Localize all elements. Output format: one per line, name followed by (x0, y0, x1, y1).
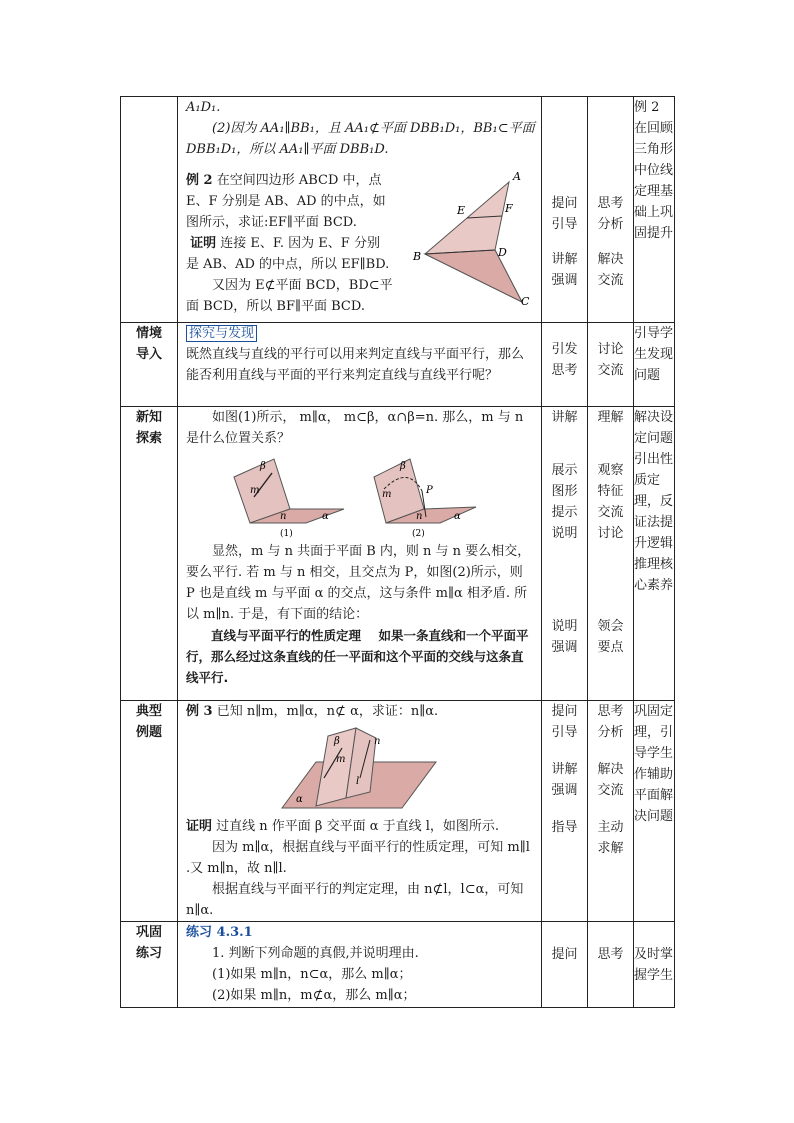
student-item: 解决 (597, 762, 624, 777)
text-paragraph: 显然，m 与 n 共面于平面 B 内，则 n 与 n 要么相交，要么平行. 若 m 与 n 相交，且交点为 P，如图(2)所示，则 P 也是直线 m 与平面 α 的交点，这与条件 m∥α 相矛盾. 所以 m∥n. 于是，有下面的结论： (186, 544, 531, 622)
teacher-item: 提问 (551, 947, 578, 962)
text-line: E、F 分别是 AB、AD 的中点，如 (186, 194, 386, 209)
student-item: 思考 (597, 947, 624, 962)
row-new-knowledge (121, 407, 675, 701)
teacher-item: 强调 (551, 640, 578, 655)
label-m: m (381, 489, 391, 500)
teacher-item: 思考 (551, 363, 578, 378)
teacher-item: 讲解 (551, 410, 578, 425)
design-intent: 巩固定理，引导学生作辅助平面解决问题 (634, 701, 675, 922)
teacher-item: 图形 (551, 484, 578, 499)
student-item: 领会 (597, 619, 624, 634)
example-3-figure (276, 726, 446, 812)
label-n: n (373, 736, 380, 747)
content-cell (178, 97, 542, 323)
question: 1. 判断下列命题的真假,并说明理由. (212, 946, 419, 961)
student-item: 主动 (597, 820, 624, 835)
student-item: 交流 (597, 505, 624, 520)
text-paragraph: 因为 m∥α，根据直线与平面平行的性质定理，可知 m∥l .又 m∥n，故 n∥l. (186, 840, 530, 876)
student-item: 讨论 (597, 526, 624, 541)
content-cell (178, 922, 542, 1008)
student-item: 解决 (597, 252, 624, 267)
student-item: 思考 (597, 196, 624, 211)
text-line: 在空间四边形 ABCD 中，点 (216, 173, 382, 188)
student-activity (588, 323, 634, 407)
label-c: C (521, 295, 530, 306)
theorem-title: 直线与平面平行的性质定理 (211, 628, 362, 643)
section-line: 导入 (135, 347, 162, 362)
label-n: n (415, 511, 422, 522)
theorem-text: 如果一条直线和一个平面平行，那么经过这条直线的任一平面和这个平面的交线与这条直线平行. (186, 628, 529, 685)
row-example-2 (121, 97, 675, 323)
text-line: 面 BCD，所以 BF∥平面 BCD. (186, 299, 365, 314)
teacher-item: 引导 (551, 217, 578, 232)
student-item: 交流 (597, 273, 624, 288)
section-line: 例题 (135, 725, 162, 740)
quadrilateral-figure (405, 166, 535, 306)
text-line: (2)因为 AA₁∥BB₁，且 AA₁⊄平面 DBB₁D₁，BB₁⊂平面 (212, 121, 535, 136)
text-line: A₁D₁. (186, 100, 221, 115)
student-activity (588, 407, 634, 701)
label-p: P (425, 485, 433, 496)
section-line: 新知 (135, 410, 162, 425)
row-practice (121, 922, 675, 1008)
student-item: 求解 (597, 841, 624, 856)
text-paragraph: 如图(1)所示， m∥α， m⊂β，α∩β=n. 那么，m 与 n 是什么位置关系？ (186, 410, 524, 446)
section-line: 典型 (135, 704, 162, 719)
student-item: 特征 (597, 484, 624, 499)
section-line: 探索 (135, 431, 162, 446)
student-item: 交流 (597, 363, 624, 378)
student-activity (588, 97, 634, 323)
row-typical-example (121, 701, 675, 922)
label-beta: β (333, 736, 340, 747)
student-item: 分析 (597, 217, 624, 232)
lesson-plan-table (120, 96, 675, 1008)
teacher-activity (542, 701, 588, 922)
design-intent: 及时掌握学生 (634, 922, 675, 1008)
section-line: 巩固 (135, 925, 162, 940)
student-item: 分析 (597, 725, 624, 740)
teacher-item: 说明 (551, 526, 578, 541)
label-d: D (498, 246, 507, 259)
label-beta: β (399, 461, 406, 472)
teacher-item: 讲解 (551, 252, 578, 267)
text-line: 是 AB、AD 的中点，所以 EF∥BD. (186, 257, 390, 272)
teacher-item: 引发 (551, 342, 578, 357)
teacher-item: 指导 (551, 820, 578, 835)
label-e: E (457, 204, 466, 217)
content-cell (178, 407, 542, 701)
practice-heading: 练习 4.3.1 (186, 925, 253, 940)
example-label: 例 2 (186, 173, 213, 188)
student-item: 观察 (597, 463, 624, 478)
teacher-item: 引导 (551, 725, 578, 740)
teacher-activity (542, 323, 588, 407)
text-line: 过直线 n 作平面 β 交平面 α 于直线 l，如图所示. (216, 819, 500, 834)
teacher-item: 提示 (551, 505, 578, 520)
design-intent: 例 2 在回顾三角形中位线定理基础上巩固提升 (634, 97, 675, 323)
teacher-item: 说明 (551, 619, 578, 634)
teacher-item: 讲解 (551, 762, 578, 777)
proof-label: 证明 (190, 236, 217, 251)
text-line: 已知 n∥m，m∥α，n⊄ α，求证：n∥α. (216, 704, 439, 719)
section-heading: 探究与发现 (186, 325, 257, 342)
label-n: n (279, 511, 286, 522)
text-line: DBB₁D₁，所以 AA₁∥平面 DBB₁D. (186, 142, 389, 157)
section-line: 练习 (135, 946, 162, 961)
row-situation (121, 323, 675, 407)
label-m: m (335, 754, 345, 765)
label-m: m (249, 485, 259, 496)
caption-1: (1) (279, 529, 293, 539)
teacher-activity (542, 922, 588, 1008)
design-intent: 引导学生发现问题 (634, 323, 675, 407)
text-paragraph: 根据直线与平面平行的判定定理，由 n⊄l，l⊂α，可知 n∥α. (186, 882, 524, 918)
student-activity (588, 701, 634, 922)
label-alpha: α (453, 511, 461, 522)
proof-label: 证明 (186, 819, 213, 834)
teacher-activity (542, 407, 588, 701)
example-label: 例 3 (186, 704, 213, 719)
label-a: A (513, 170, 521, 183)
plane-figure-2 (368, 451, 498, 539)
student-activity (588, 922, 634, 1008)
section-label (121, 407, 178, 701)
label-alpha: α (321, 511, 329, 522)
teacher-item: 提问 (551, 704, 578, 719)
question-item: (1)如果 m∥n，n⊂α，那么 m∥α； (212, 967, 412, 982)
teacher-item: 强调 (551, 783, 578, 798)
content-cell (178, 323, 542, 407)
section-line: 情境 (135, 326, 162, 341)
text-paragraph: 既然直线与直线的平行可以用来判定直线与平面平行，那么能否利用直线与平面的平行来判定直线与直线平行呢？ (186, 347, 525, 383)
section-label (121, 922, 178, 1008)
student-item: 思考 (597, 704, 624, 719)
section-empty (121, 97, 178, 323)
student-item: 理解 (597, 410, 624, 425)
student-item: 讨论 (597, 342, 624, 357)
teacher-item: 提问 (551, 196, 578, 211)
label-f: F (505, 202, 513, 215)
label-l: l (355, 776, 359, 787)
label-alpha: α (295, 794, 303, 805)
teacher-activity (542, 97, 588, 323)
text-line: 又因为 E⊄平面 BCD，BD⊂平 (212, 278, 393, 293)
teacher-item: 展示 (551, 463, 578, 478)
text-line: 连接 E、F. 因为 E、F 分别 (220, 236, 380, 251)
section-label (121, 701, 178, 922)
label-b: B (413, 250, 422, 263)
student-item: 交流 (597, 783, 624, 798)
content-cell (178, 701, 542, 922)
question-item: (2)如果 m∥n，m⊄α，那么 m∥α； (212, 988, 416, 1003)
section-label (121, 323, 178, 407)
label-beta: β (259, 461, 266, 472)
caption-2: (2) (411, 529, 425, 539)
student-item: 要点 (597, 640, 624, 655)
teacher-item: 强调 (551, 273, 578, 288)
plane-figure-1 (224, 451, 354, 539)
design-intent: 解决设定问题引出性质定理，反证法提升逻辑推理核心素养 (634, 407, 675, 701)
text-line: 图所示，求证:EF∥平面 BCD. (186, 215, 357, 230)
